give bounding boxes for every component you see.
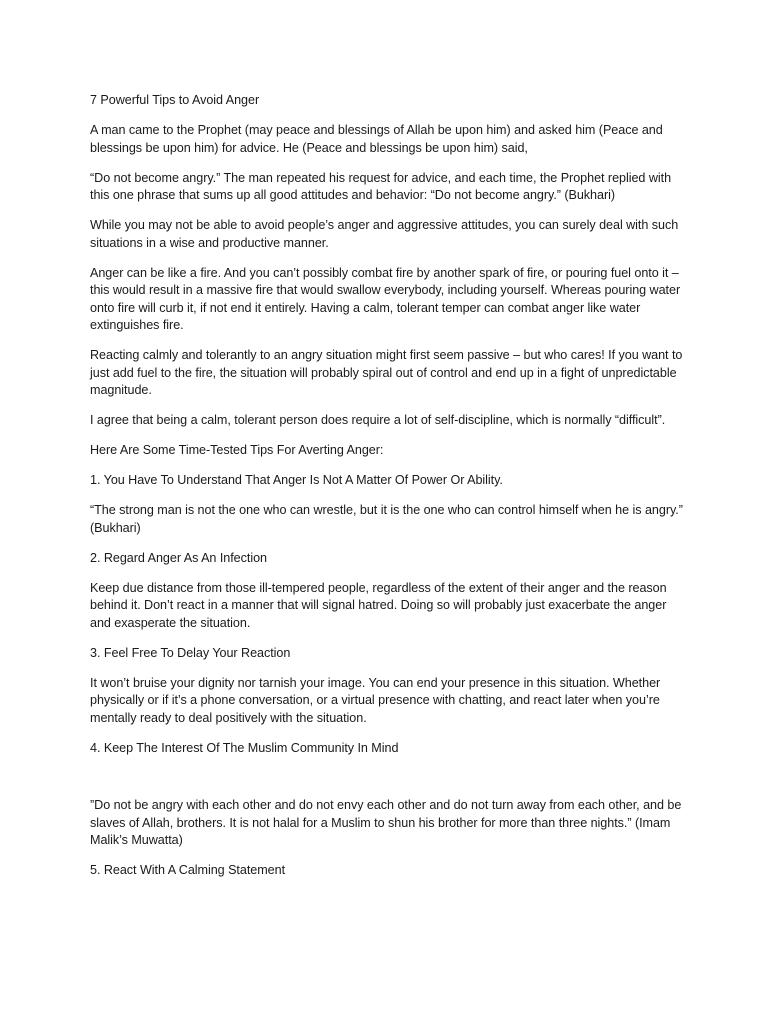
- tip-heading-3: 3. Feel Free To Delay Your Reaction: [90, 645, 291, 660]
- document-title: 7 Powerful Tips to Avoid Anger: [90, 93, 260, 107]
- tip-heading-5: 5. React With A Calming Statement: [90, 863, 286, 877]
- paragraph-do-not-become-angry: “Do not become angry.” The man repeated his request for advice, and each time, the Prophet replied with this one phrase that sums up all good attitudes and behavior: “Do not become angry.” (Bukhari): [90, 170, 672, 202]
- paragraph-react-calmly: Reacting calmly and tolerantly to an angry situation might first seem passive – but who cares! If you want to just add fuel to the fire, the situation will probably spiral out of control and end up in a fight of unpredictable magnitude.: [90, 348, 683, 397]
- paragraph-hadith-intro: A man came to the Prophet (may peace and blessings of Allah be upon him) and asked him (Peace and blessings be upon him) for advice. He (Peace and blessings be upon him) said,: [90, 123, 663, 155]
- tip-2-text: Keep due distance from those ill-tempered people, regardless of the extent of their anger and the reason behind it. Don’t react in a manner that will signal hatred. Doing so will probably just exacerbate the anger and exasperate the situation.: [90, 580, 667, 630]
- tip-3-text: It won’t bruise your dignity nor tarnish your image. You can end your presence in this situation. Whether physically or if it’s a phone conversation, or a virtual presence with chatting, and react later when you’re mentally ready to deal positively with the situation.: [90, 675, 661, 725]
- section-heading-tips: Here Are Some Time-Tested Tips For Averting Anger:: [90, 443, 384, 457]
- tip-heading-1: 1. You Have To Understand That Anger Is Not A Matter Of Power Or Ability.: [90, 473, 503, 487]
- paragraph-anger-like-fire: Anger can be like a fire. And you can’t possibly combat fire by another spark of fire, or pouring fuel onto it – this would result in a massive fire that would swallow everybody, including yourself. Whereas pouring water onto fire will curb it, if not end it entirely. Having a calm, tolerant temper can combat anger like water extinguishes fire.: [90, 265, 681, 332]
- paragraph-self-discipline: I agree that being a calm, tolerant person does require a lot of self-discipline, which is normally “difficult”.: [90, 413, 666, 427]
- tip-4-quote: ”Do not be angry with each other and do not envy each other and do not turn away from each other, and be slaves of Allah, brothers. It is not halal for a Muslim to shun his brother for more than three nights.” (Imam Malik’s Muwatta): [90, 798, 682, 847]
- tip-heading-4: 4. Keep The Interest Of The Muslim Community In Mind: [90, 740, 399, 755]
- tip-1-quote: “The strong man is not the one who can wrestle, but it is the one who can control himself when he is angry.” (Bukhari): [90, 503, 683, 535]
- tip-heading-2: 2. Regard Anger As An Infection: [90, 550, 267, 565]
- paragraph-deal-with-anger: While you may not be able to avoid people’s anger and aggressive attitudes, you can surely deal with such situations in a wise and productive manner.: [90, 218, 679, 250]
- document-page: [90, 92, 690, 892]
